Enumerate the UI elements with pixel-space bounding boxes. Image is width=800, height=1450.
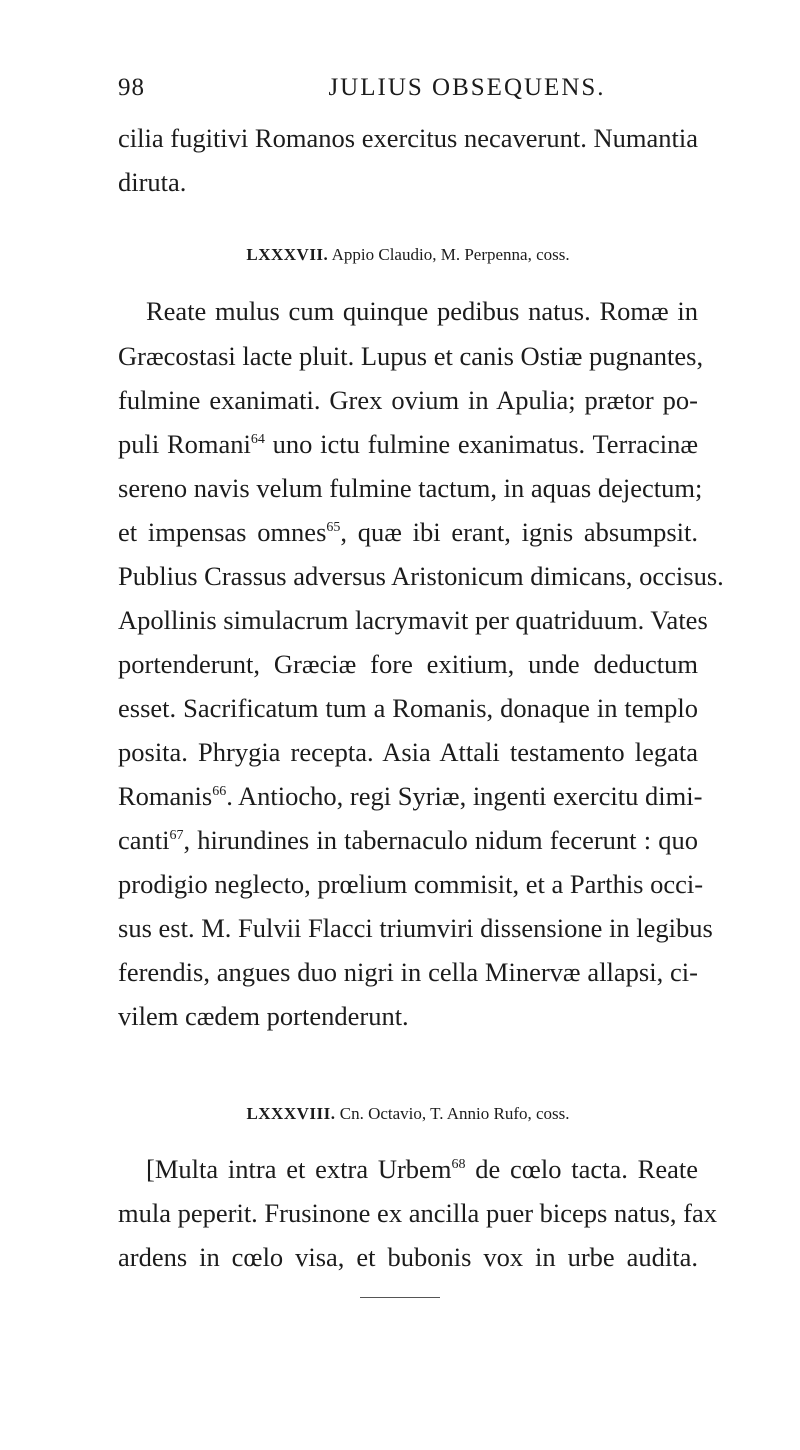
running-head [118,74,698,106]
running-title: JULIUS OBSEQUENS. [328,74,606,101]
section-consuls: Appio Claudio, M. Perpenna, coss. [331,245,570,264]
text-line: sereno navis velum fulmine tactum, in aquas dejectum; [118,473,703,503]
text-line: portenderunt, Græciæ fore exitium, unde deductum [118,649,698,679]
text-line: diruta. [118,167,187,197]
section-divider [360,1297,440,1298]
footnote-ref: 66 [212,784,227,799]
footnote-ref: 64 [250,432,265,447]
text-segment: canti [118,825,170,855]
text-line: Publius Crassus adversus Aristonicum dimicans, occisus. [118,561,724,591]
text-line [118,824,698,856]
text-line: Apollinis simulacrum lacrymavit per quatriduum. Vates [118,605,708,635]
text-segment: [Multa intra et extra Urbem [146,1154,452,1184]
text-line: cilia fugitivi Romanos exercitus necaverunt. Numantia [118,123,698,153]
text-line [118,516,698,548]
text-segment: Romanis [118,781,213,811]
text-line [118,1153,698,1185]
text-segment: de cœlo tacta. Reate [465,1154,698,1184]
text-segment: , quæ ibi erant, ignis absumpsit. [340,517,699,547]
text-line [118,428,698,460]
text-line: ardens in cœlo visa, et bubonis vox in urbe audita. [118,1242,698,1272]
footnote-ref: 67 [169,828,184,843]
section-number: LXXXVIII. [246,1104,336,1123]
page-number: 98 [118,74,145,101]
text-line [118,780,703,812]
section-number: LXXXVII. [246,245,329,264]
section-consuls: Cn. Octavio, T. Annio Rufo, coss. [339,1104,570,1123]
text-segment: . Antiocho, regi Syriæ, ingenti exercitu dimi- [226,781,703,811]
text-segment: puli Romani [118,429,251,459]
text-line: esset. Sacrificatum tum a Romanis, donaque in templo [118,693,698,723]
text-line: Reate mulus cum quinque pedibus natus. Romæ in [146,296,698,326]
text-line: ferendis, angues duo nigri in cella Minervæ allapsi, ci- [118,957,698,987]
text-segment: , hirundines in tabernaculo nidum fecerunt : quo [183,825,698,855]
text-segment: et impensas omnes [118,517,327,547]
text-segment: uno ictu fulmine exanimatus. Terracinæ [264,429,698,459]
text-line: fulmine exanimati. Grex ovium in Apulia; prætor po- [118,385,698,415]
footnote-ref: 65 [326,520,341,535]
footnote-ref: 68 [451,1157,466,1172]
text-line: posita. Phrygia recepta. Asia Attali testamento legata [118,737,698,767]
text-line: prodigio neglecto, prœlium commisit, et a Parthis occi- [118,869,704,899]
text-line: Græcostasi lacte pluit. Lupus et canis Ostiæ pugnantes, [118,341,704,371]
section-heading [118,1102,698,1126]
text-line: vilem cædem portenderunt. [118,1001,409,1031]
text-line: mula peperit. Frusinone ex ancilla puer biceps natus, fax [118,1198,718,1228]
section-heading [118,243,698,267]
text-line: sus est. M. Fulvii Flacci triumviri dissensione in legibus [118,913,713,943]
